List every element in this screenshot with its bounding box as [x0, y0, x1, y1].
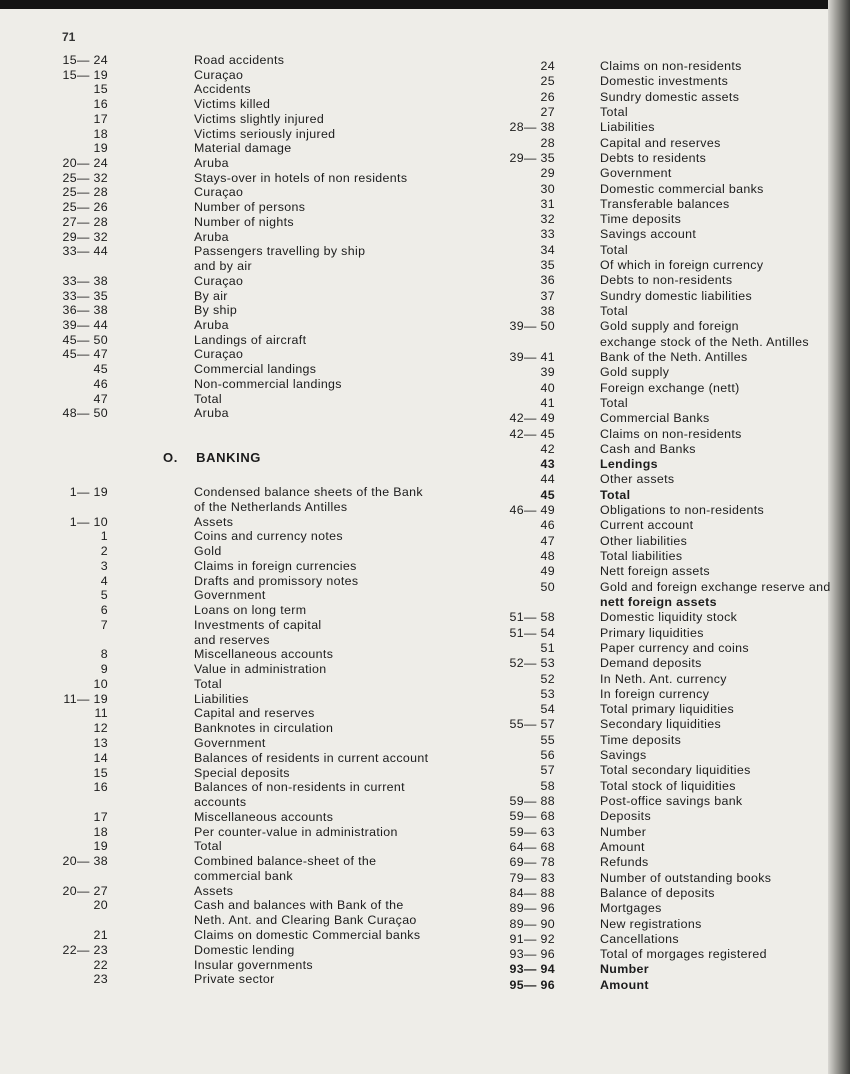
entry-label: Capital and reserves [600, 135, 721, 150]
table-number-range: 42— 49 [509, 411, 555, 426]
entry-label: Road accidents [194, 53, 285, 67]
entry-label: Capital and reserves [194, 706, 315, 721]
entry-label: Claims on domestic Commercial banks [194, 927, 421, 942]
table-number-range: 33— 35 [62, 288, 108, 303]
entry-label: Of which in foreign currency [600, 258, 764, 273]
table-number-range: 29— 35 [509, 150, 555, 165]
table-number-range: 22 [93, 957, 108, 972]
entry-label: Time deposits [600, 212, 682, 227]
table-number-range: 55— 57 [509, 717, 555, 732]
entry-label: Cash and balances with Bank of the [194, 898, 404, 913]
entry-label: Total of morgages registered [600, 947, 767, 962]
entry-label: Bank of the Neth. Antilles [600, 349, 748, 364]
section-letter: O. [163, 450, 178, 465]
entry-label: Curaçao [194, 273, 244, 288]
entry-label: Total liabilities [600, 549, 683, 563]
entry-label: Per counter-value in administration [194, 824, 398, 839]
table-number-range: 15— 24 [62, 53, 108, 67]
entry-label: Transferable balances [600, 196, 730, 211]
entry-label: Mortgages [600, 901, 662, 916]
table-number-range: 39— 50 [509, 319, 555, 334]
table-number-range: 59— 68 [509, 809, 555, 824]
entry-label: Stays-over in hotels of non residents [194, 170, 408, 185]
table-number-range: 1— 19 [69, 485, 108, 499]
table-number-range: 29— 32 [62, 229, 108, 244]
table-number-range: 20— 24 [62, 156, 108, 171]
entry-label: Private sector [194, 972, 275, 987]
table-number-range: 45— 47 [62, 347, 108, 362]
entry-label: Cancellations [600, 931, 679, 946]
table-number-range: 45— 50 [62, 332, 108, 347]
entry-label: Value in administration [194, 662, 327, 677]
table-number-range: 16 [93, 97, 108, 112]
entry-label: Assets [194, 514, 234, 529]
entry-label: Loans on long term [194, 603, 307, 618]
table-number-range: 54 [540, 702, 555, 717]
table-number-range: 29 [540, 166, 555, 181]
entry-label: Other assets [600, 472, 675, 487]
table-number-range: 48— 50 [62, 406, 108, 421]
table-number-range: 20— 27 [62, 883, 108, 898]
entry-label: Condensed balance sheets of the Bank [194, 485, 423, 499]
table-number-range: 89— 96 [509, 901, 555, 916]
table-number-range: 45 [93, 362, 108, 377]
entry-label: Total [600, 242, 628, 257]
table-number-range: 33— 38 [62, 273, 108, 288]
entry-label: Curaçao [194, 185, 244, 200]
entry-label: Lendings [600, 457, 658, 472]
entry-label: Demand deposits [600, 656, 702, 671]
entry-label: Coins and currency notes [194, 529, 343, 544]
entry-label: Deposits [600, 809, 652, 824]
table-number-range: 9 [100, 662, 108, 677]
table-number-range: 47 [93, 391, 108, 406]
entry-label: Paper currency and coins [600, 640, 749, 655]
table-number-range: 19 [93, 141, 108, 156]
entry-label: Government [194, 588, 266, 603]
entry-label: of the Netherlands Antilles [194, 499, 348, 514]
entry-label: Victims slightly injured [194, 111, 325, 126]
entry-label: Non-commercial landings [194, 376, 342, 391]
table-number-range: 33 [540, 227, 555, 242]
entry-label: Insular governments [194, 957, 313, 972]
entry-label: In foreign currency [600, 686, 710, 701]
entry-label: Passengers travelling by ship [194, 244, 366, 259]
table-number-range: 30 [540, 181, 555, 196]
entry-label: Balances of residents in current account [194, 750, 429, 765]
entry-label: Total primary liquidities [600, 702, 735, 717]
entry-label: By ship [194, 303, 238, 318]
entry-label: Current account [600, 518, 694, 533]
table-number-range: 46 [93, 376, 108, 391]
table-number-range: 15 [93, 82, 108, 97]
entry-label: Primary liquidities [600, 625, 704, 640]
entry-label: Commercial landings [194, 362, 317, 377]
table-number-range: 95— 96 [509, 977, 555, 992]
table-number-range: 35 [540, 258, 555, 273]
table-number-range: 59— 88 [509, 794, 555, 808]
table-number-range: 39— 44 [62, 317, 108, 332]
table-number-range: 13 [93, 736, 108, 751]
table-number-range: 51 [540, 640, 555, 655]
table-number-range: 25— 26 [62, 200, 108, 215]
table-number-range: 51— 58 [509, 610, 555, 625]
entry-label: Savings account [600, 227, 697, 242]
table-number-range: 42— 45 [509, 426, 555, 441]
entry-label: Total secondary liquidities [600, 763, 751, 778]
table-number-range: 8 [100, 647, 108, 662]
entry-label: Cash and Banks [600, 441, 696, 456]
table-number-range: 15— 19 [62, 67, 108, 82]
entry-label: and reserves [194, 632, 270, 647]
entry-label: Investments of capital [194, 617, 322, 632]
entry-label: Liabilities [600, 120, 655, 135]
entry-label: Domestic investments [600, 74, 729, 89]
table-number-range: 44 [540, 472, 555, 487]
table-number-range: 36— 38 [62, 303, 108, 318]
entry-label: Total [600, 487, 631, 502]
entry-label: Aruba [194, 229, 229, 244]
entry-label: Total [600, 104, 628, 119]
table-number-range: 56 [540, 748, 555, 763]
entry-label: accounts [194, 795, 247, 810]
table-number-range: 5 [100, 588, 108, 603]
entry-label: Sundry domestic liabilities [600, 288, 753, 303]
entry-label: Banknotes in circulation [194, 721, 334, 736]
table-number-range: 16 [93, 780, 108, 795]
table-number-range: 38 [540, 304, 555, 318]
table-number-range: 69— 78 [509, 855, 555, 870]
table-number-range: 34 [540, 242, 555, 257]
table-number-range: 1 [100, 529, 108, 544]
table-number-range: 4 [100, 573, 108, 588]
table-number-range: 93— 94 [509, 962, 555, 977]
entry-label: Curaçao [194, 347, 244, 362]
table-number-range: 18 [93, 824, 108, 839]
entry-label: Time deposits [600, 732, 682, 747]
entry-label: Miscellaneous accounts [194, 809, 334, 824]
entry-label: Aruba [194, 156, 229, 171]
table-number-range: 49 [540, 564, 555, 579]
table-number-range: 46 [540, 518, 555, 533]
entry-label: By air [194, 288, 228, 303]
entry-label: Government [194, 736, 266, 751]
entry-label: Amount [600, 839, 645, 854]
table-number-range: 3 [100, 558, 108, 573]
entry-label: Liabilities [194, 691, 249, 706]
entry-label: Debts to residents [600, 150, 707, 165]
table-number-range: 43 [540, 457, 555, 472]
entry-label: Claims in foreign currencies [194, 558, 357, 573]
entry-label: Accidents [194, 82, 251, 97]
table-number-range: 39— 41 [509, 349, 555, 364]
entry-label: Total [194, 391, 222, 406]
table-number-range: 48 [540, 549, 555, 563]
entry-label: Miscellaneous accounts [194, 647, 334, 662]
entry-label: Savings [600, 748, 647, 763]
table-number-range: 15 [93, 765, 108, 780]
table-number-range: 33— 44 [62, 244, 108, 259]
table-number-range: 45 [540, 487, 555, 502]
table-number-range: 32 [540, 212, 555, 227]
entry-label: Victims killed [194, 97, 271, 112]
table-number-range: 27 [540, 104, 555, 119]
entry-label: Total [194, 839, 222, 854]
page-number: 71 [62, 30, 76, 44]
entry-label: Number [600, 824, 647, 839]
table-number-range: 40 [540, 380, 555, 395]
entry-label: Curaçao [194, 67, 244, 82]
entry-label: Nett foreign assets [600, 564, 710, 579]
table-number-range: 37 [540, 288, 555, 303]
entry-label: Domestic liquidity stock [600, 610, 738, 625]
table-number-range: 89— 90 [509, 916, 555, 931]
entry-label: Number [600, 962, 649, 977]
table-number-range: 10 [93, 676, 108, 691]
entry-label: Neth. Ant. and Clearing Bank Curaçao [194, 913, 417, 928]
table-number-range: 19 [93, 839, 108, 854]
entry-label: Gold and foreign exchange reserve and [600, 579, 831, 594]
table-number-range: 53 [540, 686, 555, 701]
entry-label: Number of nights [194, 214, 294, 229]
table-number-range: 52 [540, 671, 555, 686]
entry-label: Domestic lending [194, 942, 295, 957]
entry-label: Refunds [600, 855, 649, 870]
table-number-range: 93— 96 [509, 947, 555, 962]
table-number-range: 23 [93, 972, 108, 987]
entry-label: Total stock of liquidities [600, 778, 736, 793]
entry-label: Assets [194, 883, 234, 898]
table-number-range: 24 [540, 59, 555, 73]
table-number-range: 79— 83 [509, 870, 555, 885]
entry-label: nett foreign assets [600, 594, 717, 609]
table-number-range: 47 [540, 533, 555, 548]
entry-label: Victims seriously injured [194, 126, 336, 141]
table-number-range: 18 [93, 126, 108, 141]
section-heading [163, 450, 261, 465]
table-number-range: 25— 28 [62, 185, 108, 200]
entry-label: exchange stock of the Neth. Antilles [600, 334, 809, 349]
table-number-range: 46— 49 [509, 503, 555, 518]
entry-label: Government [600, 166, 672, 181]
table-number-range: 14 [93, 750, 108, 765]
table-number-range: 31 [540, 196, 555, 211]
table-number-range: 28— 38 [509, 120, 555, 135]
table-number-range: 84— 88 [509, 885, 555, 900]
table-number-range: 1— 10 [69, 514, 108, 529]
entry-label: Total [600, 395, 628, 410]
entry-label: Landings of aircraft [194, 332, 307, 347]
entry-label: Domestic commercial banks [600, 181, 764, 196]
entry-label: Combined balance-sheet of the [194, 854, 377, 869]
table-number-range: 20— 38 [62, 854, 108, 869]
table-number-range: 2 [100, 544, 108, 559]
table-number-range: 52— 53 [509, 656, 555, 671]
entry-label: Total [194, 676, 222, 691]
entry-label: Claims on non-residents [600, 59, 742, 73]
table-number-range: 11— 19 [63, 691, 108, 706]
entry-label: Balances of non-residents in current [194, 780, 405, 795]
table-number-range: 22— 23 [62, 942, 108, 957]
table-number-range: 7 [100, 617, 108, 632]
entry-label: Gold supply and foreign [600, 319, 739, 334]
entry-label: Obligations to non-residents [600, 503, 765, 518]
entry-label: Drafts and promissory notes [194, 573, 359, 588]
scan-top-border [0, 0, 850, 9]
table-number-range: 25 [540, 74, 555, 89]
table-number-range: 36 [540, 273, 555, 288]
entry-label: Gold supply [600, 365, 670, 380]
table-number-range: 28 [540, 135, 555, 150]
table-number-range: 12 [93, 721, 108, 736]
table-number-range: 91— 92 [509, 931, 555, 946]
table-number-range: 21 [93, 927, 108, 942]
entry-label: Special deposits [194, 765, 290, 780]
table-number-range: 26 [540, 89, 555, 104]
table-number-range: 17 [93, 809, 108, 824]
page-binding-edge [828, 0, 850, 1074]
entry-label: commercial bank [194, 868, 293, 883]
entry-label: New registrations [600, 916, 702, 931]
entry-label: Amount [600, 977, 649, 992]
table-number-range: 42 [540, 441, 555, 456]
table-number-range: 57 [540, 763, 555, 778]
table-number-range: 64— 68 [509, 839, 555, 854]
table-number-range: 55 [540, 732, 555, 747]
table-number-range: 27— 28 [62, 214, 108, 229]
table-number-range: 6 [100, 603, 108, 618]
table-number-range: 41 [540, 395, 555, 410]
entry-label: Other liabilities [600, 533, 688, 548]
entry-label: Debts to non-residents [600, 273, 733, 288]
entry-label: Balance of deposits [600, 885, 715, 900]
table-number-range: 58 [540, 778, 555, 793]
section-title: BANKING [196, 450, 262, 465]
entry-label: Sundry domestic assets [600, 89, 740, 104]
table-number-range: 39 [540, 365, 555, 380]
entry-label: Aruba [194, 317, 229, 332]
entry-label: and by air [194, 259, 252, 274]
table-number-range: 59— 63 [509, 824, 555, 839]
entry-label: Total [600, 304, 628, 318]
table-number-range: 51— 54 [509, 625, 555, 640]
entry-label: Number of outstanding books [600, 870, 772, 885]
entry-label: In Neth. Ant. currency [600, 671, 727, 686]
entry-label: Number of persons [194, 200, 306, 215]
entry-label: Aruba [194, 406, 229, 421]
entry-label: Foreign exchange (nett) [600, 380, 740, 395]
entry-label: Claims on non-residents [600, 426, 742, 441]
entry-label: Gold [194, 544, 222, 559]
table-number-range: 50 [540, 579, 555, 594]
entry-label: Secondary liquidities [600, 717, 721, 732]
entry-label: Material damage [194, 141, 292, 156]
table-number-range: 20 [93, 898, 108, 913]
entry-label: Commercial Banks [600, 411, 710, 426]
table-number-range: 25— 32 [62, 170, 108, 185]
entry-label: Post-office savings bank [600, 794, 743, 808]
table-number-range: 11 [94, 706, 108, 721]
table-number-range: 17 [93, 111, 108, 126]
